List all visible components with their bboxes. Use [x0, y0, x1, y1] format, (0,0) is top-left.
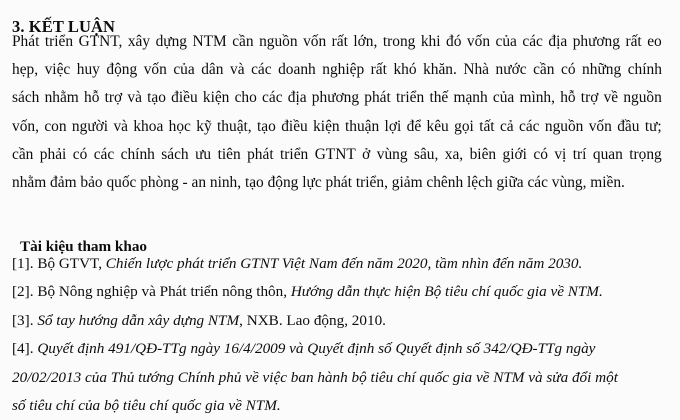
paragraph-word: cần	[232, 33, 254, 50]
paragraph-word: cho	[234, 89, 257, 107]
paragraph-word: rất	[625, 33, 642, 50]
paragraph-word: NTM	[192, 33, 227, 50]
paragraph-word: các	[522, 33, 543, 50]
reference-marker: [2].	[12, 283, 34, 301]
paragraph-word: khăn.	[423, 61, 457, 79]
paragraph-word: và	[230, 61, 245, 79]
paragraph-line	[12, 84, 662, 112]
paragraph-word: để	[406, 117, 422, 135]
paragraph-word: của	[173, 61, 195, 79]
reference-text: số tiêu chí của bộ tiêu chí quốc gia về NTM.	[12, 396, 281, 414]
paragraph-line	[12, 56, 662, 84]
paragraph-word: chính	[627, 61, 662, 79]
reference-text: , NXB. Lao động, 2010.	[239, 311, 386, 329]
paragraph-word: triển	[396, 89, 425, 107]
reference-text: Hướng dẫn thực hiện Bộ tiêu chí quốc gia về NTM.	[290, 283, 603, 301]
paragraph-word: biên	[469, 145, 497, 163]
paragraph-word: tạo	[257, 117, 276, 135]
paragraph-word: nghiệp	[322, 61, 365, 79]
paragraph-word: GTNT	[314, 145, 356, 163]
reference-item	[12, 335, 664, 363]
paragraph-word: kêu	[426, 117, 449, 135]
paragraph-word: nguồn	[259, 33, 298, 50]
paragraph-word: phương	[311, 89, 360, 107]
paragraph-word: thế	[429, 89, 449, 107]
paragraph-word: và	[113, 117, 128, 135]
paragraph-word: quan	[592, 145, 623, 163]
reference-marker: [1].	[12, 255, 34, 272]
paragraph-word: hẹp,	[12, 61, 39, 79]
reference-item	[12, 250, 664, 278]
paragraph-word: phát	[247, 145, 274, 163]
paragraph-line: nhằm đảm bảo quốc phòng - an ninh, tạo động lực phát triển, giảm chênh lệch giữa các vùng, miền.	[12, 173, 625, 191]
paragraph-word: phương	[572, 33, 620, 50]
paragraph-word: kiện	[202, 89, 230, 107]
paragraph-word: lợi	[384, 117, 402, 135]
paragraph-word: GTNT,	[78, 33, 123, 50]
paragraph-word: thuật,	[217, 117, 252, 135]
paragraph-word: có	[560, 61, 576, 79]
paragraph-word: eo	[647, 33, 662, 50]
paragraph-word: rất	[370, 61, 387, 79]
paragraph-word: học	[168, 117, 191, 135]
reference-item	[12, 307, 664, 335]
paragraph-word: điều	[171, 89, 198, 107]
paragraph-word: chính	[120, 145, 155, 163]
paragraph-word: đó	[446, 33, 462, 50]
paragraph-word: và	[127, 89, 142, 107]
paragraph-word: doanh	[278, 61, 316, 79]
paragraph-word: huy	[76, 61, 100, 79]
reference-text: 20/02/2013 của Thủ tướng Chính phủ về việc ban hành bộ tiêu chí quốc gia về NTM và sửa đổi một	[12, 368, 618, 386]
paragraph-word: dựng	[155, 33, 188, 50]
reference-item	[12, 364, 664, 392]
paragraph-word: gọi	[454, 117, 474, 135]
reference-text: Chiến lược phát triển GTNT Việt Nam đến năm 2020, tầm nhìn đến năm 2030.	[105, 255, 583, 272]
paragraph-word: về	[603, 89, 619, 107]
paragraph-word: cần	[12, 145, 34, 163]
paragraph-word: trong	[382, 33, 416, 50]
paragraph-word: ưu	[195, 145, 212, 163]
paragraph-word: kiện	[313, 117, 340, 135]
paragraph-word: Phát	[12, 33, 40, 50]
paragraph-word: nguồn	[544, 117, 584, 135]
conclusion-paragraph	[12, 28, 662, 197]
paragraph-word: các	[93, 145, 115, 163]
paragraph-word: xa,	[444, 145, 464, 163]
paragraph-word: vốn	[588, 117, 612, 135]
paragraph-word: vốn,	[12, 117, 39, 135]
reference-item	[12, 392, 664, 420]
paragraph-word: đầu	[617, 117, 640, 135]
paragraph-word: tất	[479, 117, 495, 135]
paragraph-word: khó	[393, 61, 417, 79]
paragraph-word: hỗ	[84, 89, 100, 107]
paragraph-word: của	[495, 33, 517, 50]
paragraph-word: sách	[161, 145, 189, 163]
paragraph-line	[12, 141, 662, 169]
paragraph-word: vùng	[376, 145, 408, 163]
paragraph-word: phải	[39, 145, 67, 163]
paragraph-word: giới	[502, 145, 527, 163]
reference-item	[12, 278, 664, 306]
paragraph-word: người	[71, 117, 109, 135]
paragraph-word: khi	[420, 33, 441, 50]
paragraph-word: trợ	[104, 89, 123, 107]
paragraph-word: động	[106, 61, 138, 79]
paragraph-word: địa	[287, 89, 307, 107]
reference-text: Bộ GTVT,	[33, 255, 106, 272]
paragraph-word: tư;	[644, 117, 662, 135]
paragraph-word: có	[533, 145, 548, 163]
paragraph-word: hỗ	[560, 89, 576, 107]
paragraph-word: vốn	[143, 61, 167, 79]
paragraph-word: cần	[533, 61, 555, 79]
paragraph-word: có	[72, 145, 88, 163]
paragraph-word: sâu,	[413, 145, 439, 163]
paragraph-word: triển	[280, 145, 309, 163]
paragraph-line	[12, 28, 662, 56]
paragraph-word: trọng	[629, 145, 662, 163]
paragraph-word: mình,	[519, 89, 555, 107]
reference-text: Bộ Nông nghiệp và Phát triển nông thôn,	[33, 283, 291, 301]
paragraph-line	[12, 113, 662, 141]
paragraph-word: phát	[364, 89, 391, 107]
paragraph-word: Nhà	[463, 61, 490, 79]
paragraph-word: điều	[281, 117, 308, 135]
paragraph-word: vị	[554, 145, 567, 163]
paragraph-word: địa	[548, 33, 568, 50]
paragraph-word: những	[582, 61, 622, 79]
paragraph-word: của	[492, 89, 515, 107]
reference-text: Quyết định 491/QĐ-TTg ngày 16/4/2009 và Quyết định số Quyết định số 342/QĐ-TTg ngày	[33, 340, 596, 358]
paragraph-word: kỹ	[196, 117, 212, 135]
paragraph-word: khoa	[133, 117, 164, 135]
paragraph-word: sách	[12, 89, 40, 107]
paragraph-word: các	[262, 89, 283, 107]
paragraph-word: ở	[362, 145, 371, 163]
paragraph-word: triển	[44, 33, 74, 50]
paragraph-word: các	[251, 61, 272, 79]
paragraph-word: mạnh	[453, 89, 488, 107]
paragraph-word: các	[519, 117, 540, 135]
reference-text: Sổ tay hướng dẫn xây dựng NTM	[33, 311, 240, 329]
paragraph-word: tạo	[147, 89, 166, 107]
paragraph-word: nước	[495, 61, 527, 79]
paragraph-word: cả	[499, 117, 514, 135]
paragraph-word: tiên	[217, 145, 241, 163]
paragraph-word: lớn,	[353, 33, 378, 50]
paragraph-word: dân	[201, 61, 224, 79]
page-title: 3. KẾT LUẬN	[12, 16, 116, 36]
paragraph-word: nhằm	[44, 89, 79, 107]
reference-marker: [4].	[12, 340, 34, 358]
reference-marker: [3].	[12, 311, 34, 329]
paragraph-word: nguồn	[623, 89, 662, 107]
references-list	[12, 250, 664, 420]
paragraph-word: trí	[572, 145, 587, 163]
paragraph-word: vốn	[466, 33, 491, 50]
paragraph-word: thuận	[344, 117, 380, 135]
paragraph-word: vốn	[303, 33, 327, 50]
paragraph-word: trợ	[580, 89, 599, 107]
references-heading: Tài kiệu tham khao	[20, 238, 148, 256]
paragraph-word: xây	[127, 33, 151, 50]
paragraph-word: rất	[331, 33, 348, 50]
paragraph-word: con	[44, 117, 67, 135]
paragraph-word: việc	[44, 61, 71, 79]
